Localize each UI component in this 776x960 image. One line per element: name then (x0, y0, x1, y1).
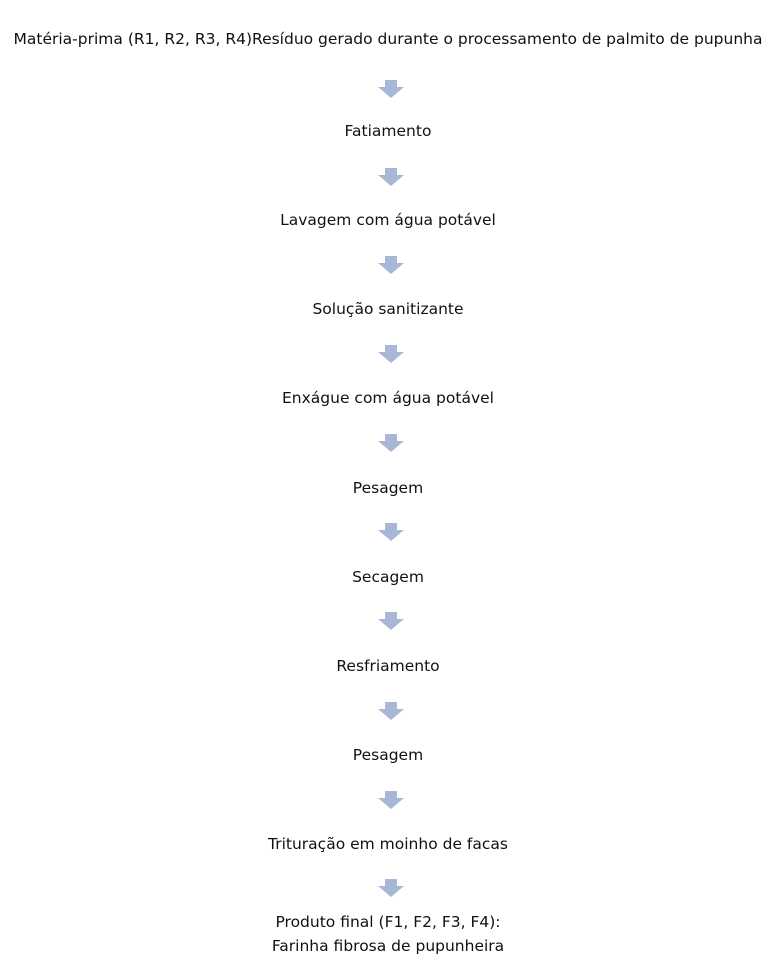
flow-step-washing: Lavagem com água potável (280, 211, 496, 229)
down-arrow-icon (378, 612, 404, 630)
flow-step-rinsing: Enxágue com água potável (282, 389, 494, 407)
down-arrow-icon (378, 80, 404, 98)
flow-step-weighing-2: Pesagem (352, 746, 424, 764)
flow-step-cooling: Resfriamento (336, 657, 440, 675)
final-product-title: Produto final (F1, F2, F3, F4): (275, 913, 501, 931)
down-arrow-icon (378, 168, 404, 186)
down-arrow-icon (378, 345, 404, 363)
flow-step-drying: Secagem (352, 568, 424, 586)
down-arrow-icon (378, 434, 404, 452)
down-arrow-icon (378, 791, 404, 809)
flow-step-sanitizing-solution: Solução sanitizante (312, 300, 464, 318)
flow-step-slicing: Fatiamento (344, 122, 432, 140)
final-product-description: Farinha fibrosa de pupunheira (271, 937, 505, 955)
flow-step-raw-material: Matéria-prima (R1, R2, R3, R4)Resíduo gerado durante o processamento de palmito de pupunha (13, 30, 763, 48)
flow-step-weighing-1: Pesagem (352, 479, 424, 497)
down-arrow-icon (378, 256, 404, 274)
down-arrow-icon (378, 702, 404, 720)
flow-step-final-product (0, 910, 776, 958)
flow-step-grinding: Trituração em moinho de facas (268, 835, 508, 853)
down-arrow-icon (378, 523, 404, 541)
down-arrow-icon (378, 879, 404, 897)
